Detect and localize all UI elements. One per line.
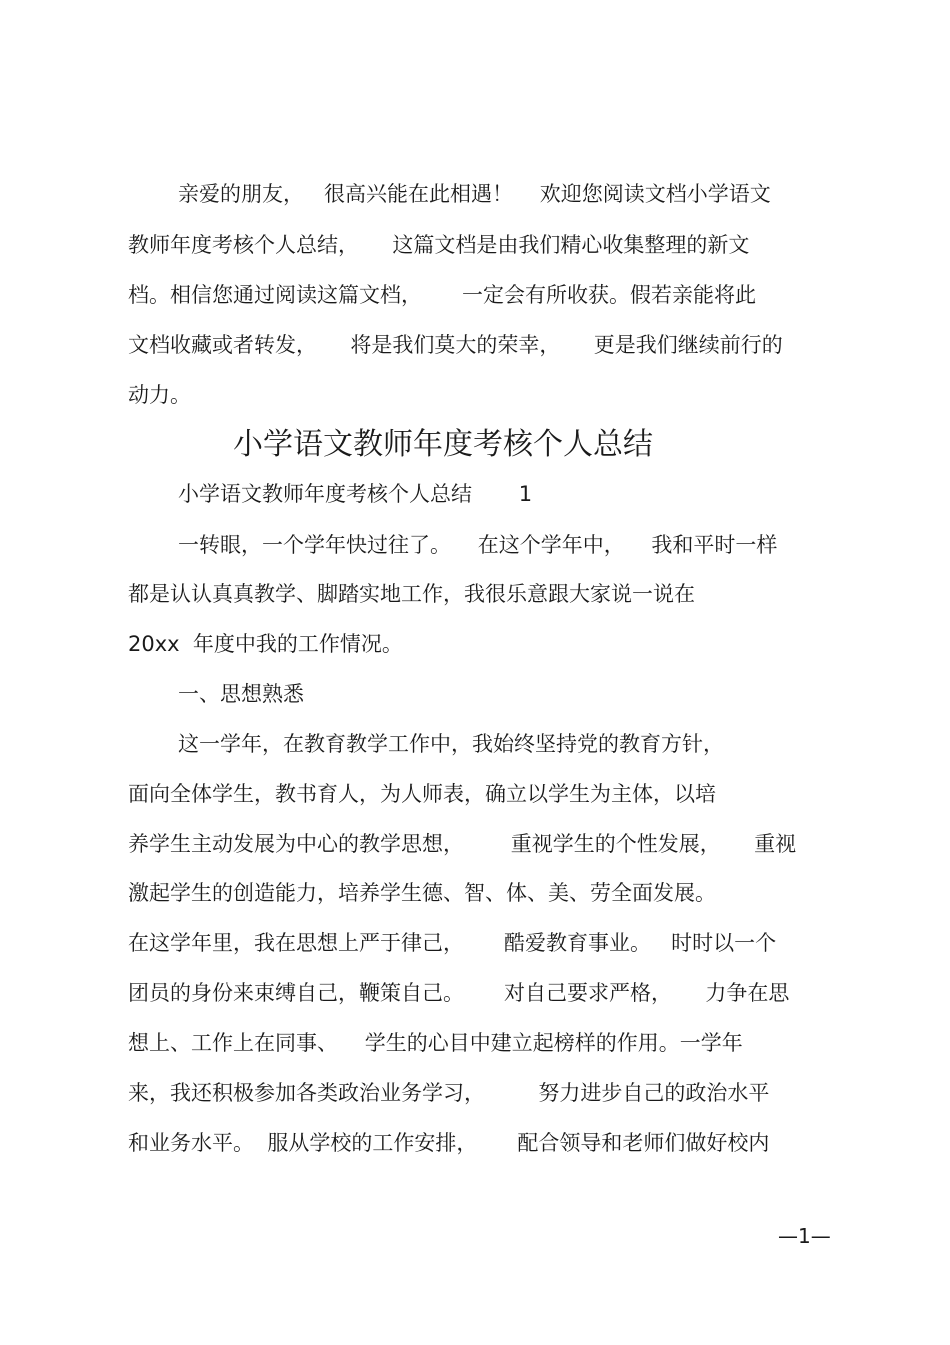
body-line: 激起学生的创造能力，培养学生德、智、体、美、劳全面发展。 [128,881,716,905]
subtitle: 小学语文教师年度考核个人总结 1 [178,482,533,506]
body-line: 团员的身份来束缚自己，鞭策自己。 对自己要求严格， 力争在思 [128,981,790,1005]
intro-line: 档。相信您通过阅读这篇文档， 一定会有所收获。假若亲能将此 [128,283,757,307]
body-line: 想上、工作上在同事、 学生的心目中建立起榜样的作用。一学年 [128,1031,743,1055]
body-line: 面向全体学生，教书育人，为人师表，确立以学生为主体，以培 [128,782,716,806]
body-line: 和业务水平。 服从学校的工作安排， 配合领导和老师们做好校内 [128,1131,770,1155]
intro-line: 亲爱的朋友， 很高兴能在此相遇！ 欢迎您阅读文档小学语文 [178,182,771,206]
body-line: 都是认认真真教学、脚踏实地工作，我很乐意跟大家说一说在 [128,582,695,606]
intro-line: 教师年度考核个人总结， 这篇文档是由我们精心收集整理的新文 [128,233,750,257]
page-number: —1— [778,1224,831,1248]
body-line: 这一学年，在教育教学工作中，我始终坚持党的教育方针， [178,732,724,756]
intro-line: 文档收藏或者转发， 将是我们莫大的荣幸， 更是我们继续前行的 [128,333,783,357]
body-line: 养学生主动发展为中心的教学思想， 重视学生的个性发展， 重视 [128,832,797,856]
body-line: 20xx 年度中我的工作情况。 [128,632,403,656]
body-line: 来，我还积极参加各类政治业务学习， 努力进步自己的政治水平 [128,1081,770,1105]
section-heading: 一、思想熟悉 [178,682,304,706]
intro-line: 动力。 [128,383,191,407]
body-line: 一转眼，一个学年快过往了。 在这个学年中， 我和平时一样 [178,533,778,557]
body-line: 在这学年里，我在思想上严于律己， 酷爱教育事业。 时时以一个 [128,931,777,955]
document-title: 小学语文教师年度考核个人总结 [233,427,653,462]
